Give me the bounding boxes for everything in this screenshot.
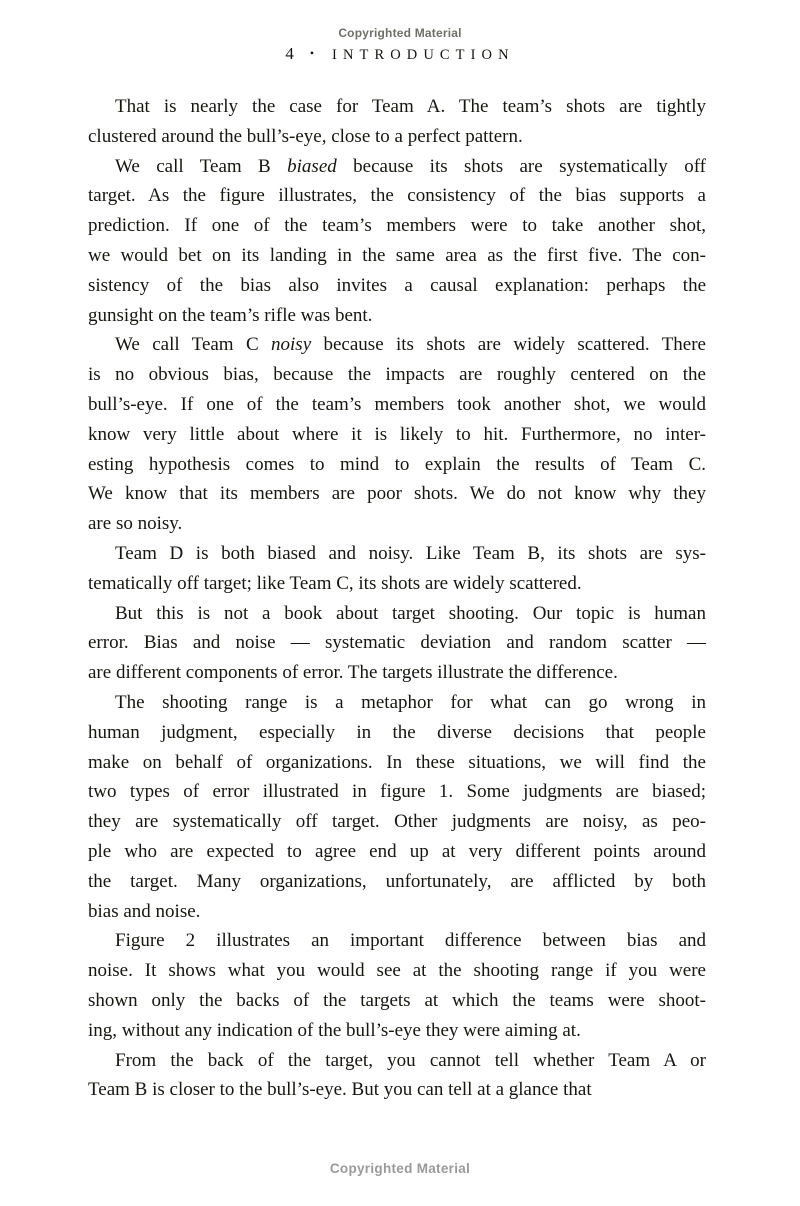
chapter-title: INTRODUCTION — [332, 47, 515, 63]
page-header — [0, 44, 800, 64]
text-line: We know that its members are poor shots. We do not know why they — [88, 483, 706, 505]
text-line: ing, without any indication of the bull’s-eye they were aiming at. — [88, 1019, 581, 1041]
text-line: tematically off target; like Team C, its shots are widely scattered. — [88, 572, 582, 594]
text-line: are different components of error. The targets illustrate the difference. — [88, 662, 618, 684]
text-line: the target. Many organizations, unfortunately, are afflicted by both — [88, 870, 706, 892]
text-line: bull’s-eye. If one of the team’s members took another shot, we would — [88, 393, 706, 415]
text-line: we would bet on its landing in the same area as the first five. The con- — [88, 244, 706, 266]
text-line: human judgment, especially in the diverse decisions that people — [88, 721, 706, 743]
text-line: shown only the backs of the targets at which the teams were shoot- — [88, 989, 706, 1011]
text-line: noise. It shows what you would see at the shooting range if you were — [88, 960, 706, 982]
text-line: The shooting range is a metaphor for what can go wrong in — [115, 691, 706, 713]
text-line: Team D is both biased and noisy. Like Team B, its shots are sys- — [115, 542, 706, 564]
paragraph — [88, 1046, 706, 1106]
text-line: two types of error illustrated in figure 1. Some judgments are biased; — [88, 781, 706, 803]
page-number: 4 — [285, 44, 294, 63]
text-line: target. As the figure illustrates, the consistency of the bias supports a — [88, 185, 706, 207]
text-line: error. Bias and noise — systematic deviation and random scatter — — [88, 632, 706, 654]
text-line: That is nearly the case for Team A. The team’s shots are tightly — [115, 96, 706, 117]
paragraph — [88, 926, 706, 1045]
text-line: clustered around the bull’s-eye, close to a perfect pattern. — [88, 125, 523, 147]
paragraph — [88, 599, 706, 688]
copyright-notice-top: Copyrighted Material — [338, 26, 462, 40]
text-line: From the back of the target, you cannot tell whether Team A or — [115, 1049, 706, 1071]
text-line: We call Team C noisy because its shots are widely scattered. There — [115, 334, 706, 356]
text-line: ple who are expected to agree end up at very different points around — [88, 840, 706, 862]
text-line: gunsight on the team’s rifle was bent. — [88, 304, 373, 326]
paragraph — [88, 688, 706, 926]
text-line: is no obvious bias, because the impacts are roughly centered on the — [88, 364, 706, 386]
text-line: sistency of the bias also invites a causal explanation: perhaps the — [88, 274, 706, 296]
paragraph — [88, 92, 706, 152]
text-line: esting hypothesis comes to mind to explain the results of Team C. — [88, 453, 706, 475]
text-line: prediction. If one of the team’s members were to take another shot, — [88, 215, 706, 237]
text-line: Figure 2 illustrates an important difference between bias and — [115, 930, 706, 952]
text-line: But this is not a book about target shooting. Our topic is human — [115, 602, 706, 624]
paragraph — [88, 152, 706, 331]
bullet-separator-icon: • — [309, 46, 315, 60]
copyright-notice-bottom: Copyrighted Material — [329, 1161, 471, 1176]
text-line: are so noisy. — [88, 513, 183, 535]
text-line: Team B is closer to the bull’s-eye. But you can tell at a glance that — [88, 1079, 592, 1101]
paragraph — [88, 539, 706, 599]
text-line: know very little about where it is likely to hit. Furthermore, no inter- — [88, 423, 706, 445]
text-line: bias and noise. — [88, 900, 201, 922]
text-line: they are systematically off target. Other judgments are noisy, as peo- — [88, 811, 706, 833]
paragraph — [88, 330, 706, 539]
text-line: We call Team B biased because its shots are systematically off — [115, 155, 707, 177]
text-line: make on behalf of organizations. In these situations, we will find the — [88, 751, 706, 773]
body-text — [88, 92, 706, 1105]
